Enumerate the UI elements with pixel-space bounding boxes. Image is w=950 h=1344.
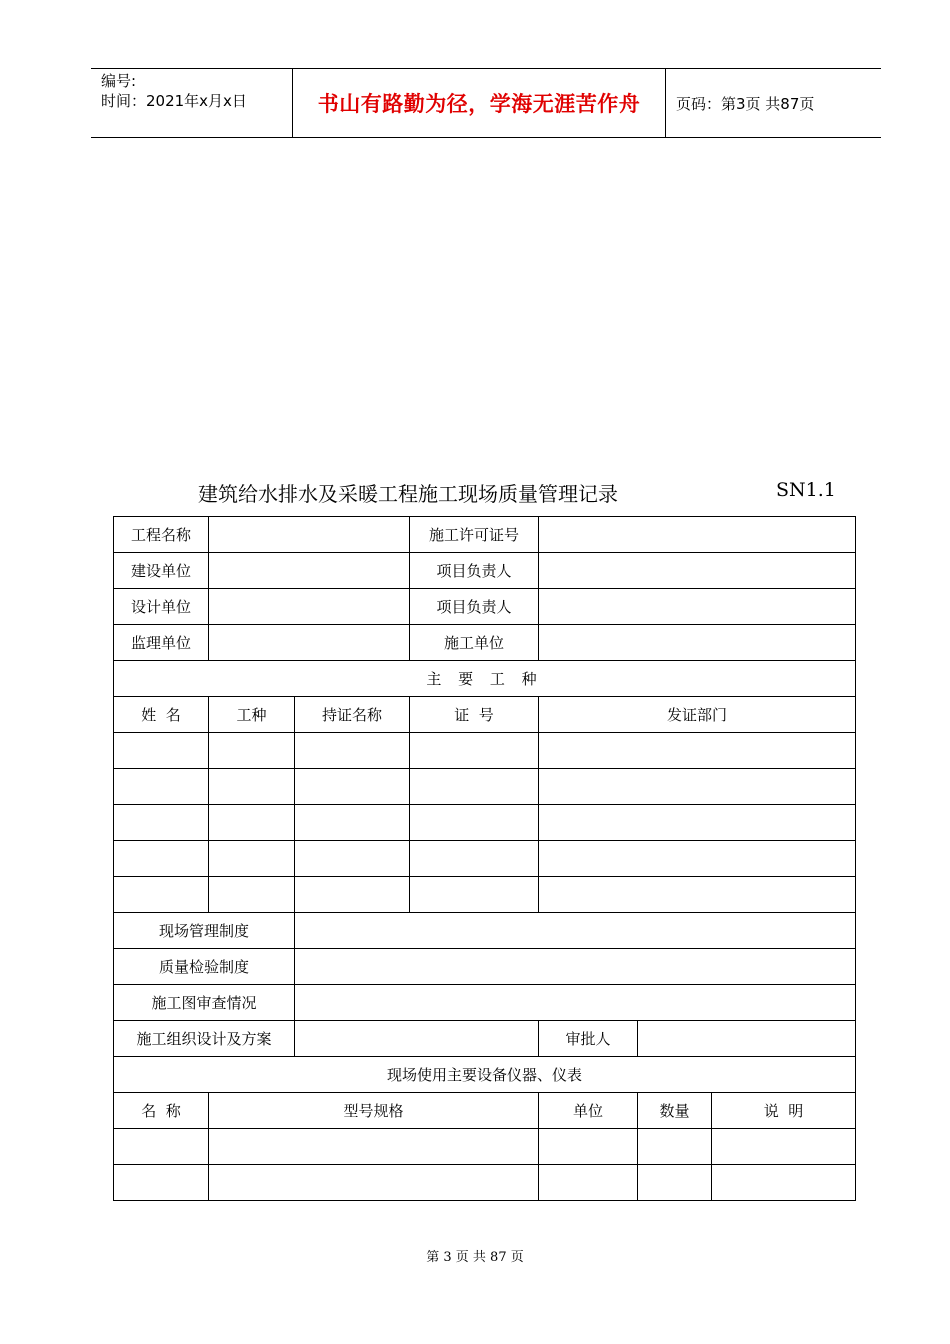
equipment-cell[interactable] <box>114 1129 209 1165</box>
equipment-row <box>114 1129 856 1165</box>
quality-inspection-label: 质量检验制度 <box>114 949 295 985</box>
builder-manager-label: 项目负责人 <box>410 553 539 589</box>
construction-plan-label: 施工组织设计及方案 <box>114 1021 295 1057</box>
trades-cell[interactable] <box>209 769 295 805</box>
equipment-cell[interactable] <box>539 1165 638 1201</box>
contractor-field[interactable] <box>539 625 856 661</box>
trades-row <box>114 805 856 841</box>
table-row <box>114 949 856 985</box>
equipment-cell[interactable] <box>638 1129 712 1165</box>
equipment-row <box>114 1165 856 1201</box>
builder-field[interactable] <box>209 553 410 589</box>
drawing-review-label: 施工图审查情况 <box>114 985 295 1021</box>
site-management-label: 现场管理制度 <box>114 913 295 949</box>
equipment-col-unit: 单位 <box>539 1093 638 1129</box>
trades-col-cert-name: 持证名称 <box>295 697 410 733</box>
trades-cell[interactable] <box>410 841 539 877</box>
trades-col-name: 姓 名 <box>114 697 209 733</box>
trades-cell[interactable] <box>114 841 209 877</box>
equipment-col-name: 名 称 <box>114 1093 209 1129</box>
table-row <box>114 985 856 1021</box>
equipment-cell[interactable] <box>712 1129 856 1165</box>
table-row <box>114 589 856 625</box>
permit-field[interactable] <box>539 517 856 553</box>
trades-cell[interactable] <box>295 769 410 805</box>
trades-cell[interactable] <box>209 733 295 769</box>
designer-manager-field[interactable] <box>539 589 856 625</box>
trades-cell[interactable] <box>114 877 209 913</box>
trades-cell[interactable] <box>539 769 856 805</box>
equipment-cell[interactable] <box>539 1129 638 1165</box>
trades-col-trade: 工种 <box>209 697 295 733</box>
equipment-cell[interactable] <box>114 1165 209 1201</box>
construction-plan-field[interactable] <box>295 1021 539 1057</box>
supervisor-field[interactable] <box>209 625 410 661</box>
equipment-col-model: 型号规格 <box>209 1093 539 1129</box>
approver-field[interactable] <box>638 1021 856 1057</box>
trades-cell[interactable] <box>295 841 410 877</box>
trades-cell[interactable] <box>295 805 410 841</box>
quality-record-table <box>113 516 856 1201</box>
site-management-field[interactable] <box>295 913 856 949</box>
trades-cell[interactable] <box>295 877 410 913</box>
trades-cell[interactable] <box>114 769 209 805</box>
trades-row <box>114 733 856 769</box>
trades-row <box>114 877 856 913</box>
supervisor-label: 监理单位 <box>114 625 209 661</box>
approver-label: 审批人 <box>539 1021 638 1057</box>
trades-cell[interactable] <box>539 733 856 769</box>
table-row <box>114 913 856 949</box>
trades-row <box>114 769 856 805</box>
equipment-col-qty: 数量 <box>638 1093 712 1129</box>
drawing-review-field[interactable] <box>295 985 856 1021</box>
equipment-header-row <box>114 1093 856 1129</box>
trades-cell[interactable] <box>539 841 856 877</box>
table-row <box>114 517 856 553</box>
table-row <box>114 1021 856 1057</box>
document-code: SN1.1 <box>776 479 836 501</box>
table-row <box>114 661 856 697</box>
header-page-info: 页码：第3页 共87页 <box>676 94 815 113</box>
equipment-heading: 现场使用主要设备仪器、仪表 <box>114 1057 856 1093</box>
trades-cell[interactable] <box>539 805 856 841</box>
trades-cell[interactable] <box>410 733 539 769</box>
trades-cell[interactable] <box>209 805 295 841</box>
main-trades-heading: 主 要 工 种 <box>114 661 856 697</box>
trades-cell[interactable] <box>410 877 539 913</box>
table-row <box>114 1057 856 1093</box>
time-label: 时间：2021年x月x日 <box>101 92 247 110</box>
trades-cell[interactable] <box>410 805 539 841</box>
designer-manager-label: 项目负责人 <box>410 589 539 625</box>
trades-cell[interactable] <box>410 769 539 805</box>
equipment-col-note: 说 明 <box>712 1093 856 1129</box>
equipment-cell[interactable] <box>638 1165 712 1201</box>
designer-field[interactable] <box>209 589 410 625</box>
permit-label: 施工许可证号 <box>410 517 539 553</box>
trades-header-row <box>114 697 856 733</box>
equipment-cell[interactable] <box>209 1165 539 1201</box>
trades-col-cert-no: 证 号 <box>410 697 539 733</box>
page-header <box>91 68 881 138</box>
header-divider <box>665 69 666 137</box>
page-footer: 第 3 页 共 87 页 <box>426 1250 524 1265</box>
trades-cell[interactable] <box>114 805 209 841</box>
equipment-cell[interactable] <box>209 1129 539 1165</box>
quality-inspection-field[interactable] <box>295 949 856 985</box>
document-title: 建筑给水排水及采暖工程施工现场质量管理记录 <box>198 482 618 506</box>
contractor-label: 施工单位 <box>410 625 539 661</box>
builder-manager-field[interactable] <box>539 553 856 589</box>
equipment-cell[interactable] <box>712 1165 856 1201</box>
trades-col-issuer: 发证部门 <box>539 697 856 733</box>
designer-label: 设计单位 <box>114 589 209 625</box>
trades-cell[interactable] <box>209 841 295 877</box>
trades-cell[interactable] <box>539 877 856 913</box>
trades-row <box>114 841 856 877</box>
trades-cell[interactable] <box>209 877 295 913</box>
project-name-field[interactable] <box>209 517 410 553</box>
header-motto: 书山有路勤为径，学海无涯苦作舟 <box>317 92 641 116</box>
project-name-label: 工程名称 <box>114 517 209 553</box>
trades-cell[interactable] <box>295 733 410 769</box>
header-meta <box>101 71 247 111</box>
builder-label: 建设单位 <box>114 553 209 589</box>
table-row <box>114 553 856 589</box>
trades-cell[interactable] <box>114 733 209 769</box>
table-row <box>114 625 856 661</box>
serial-label: 编号: <box>101 72 137 90</box>
